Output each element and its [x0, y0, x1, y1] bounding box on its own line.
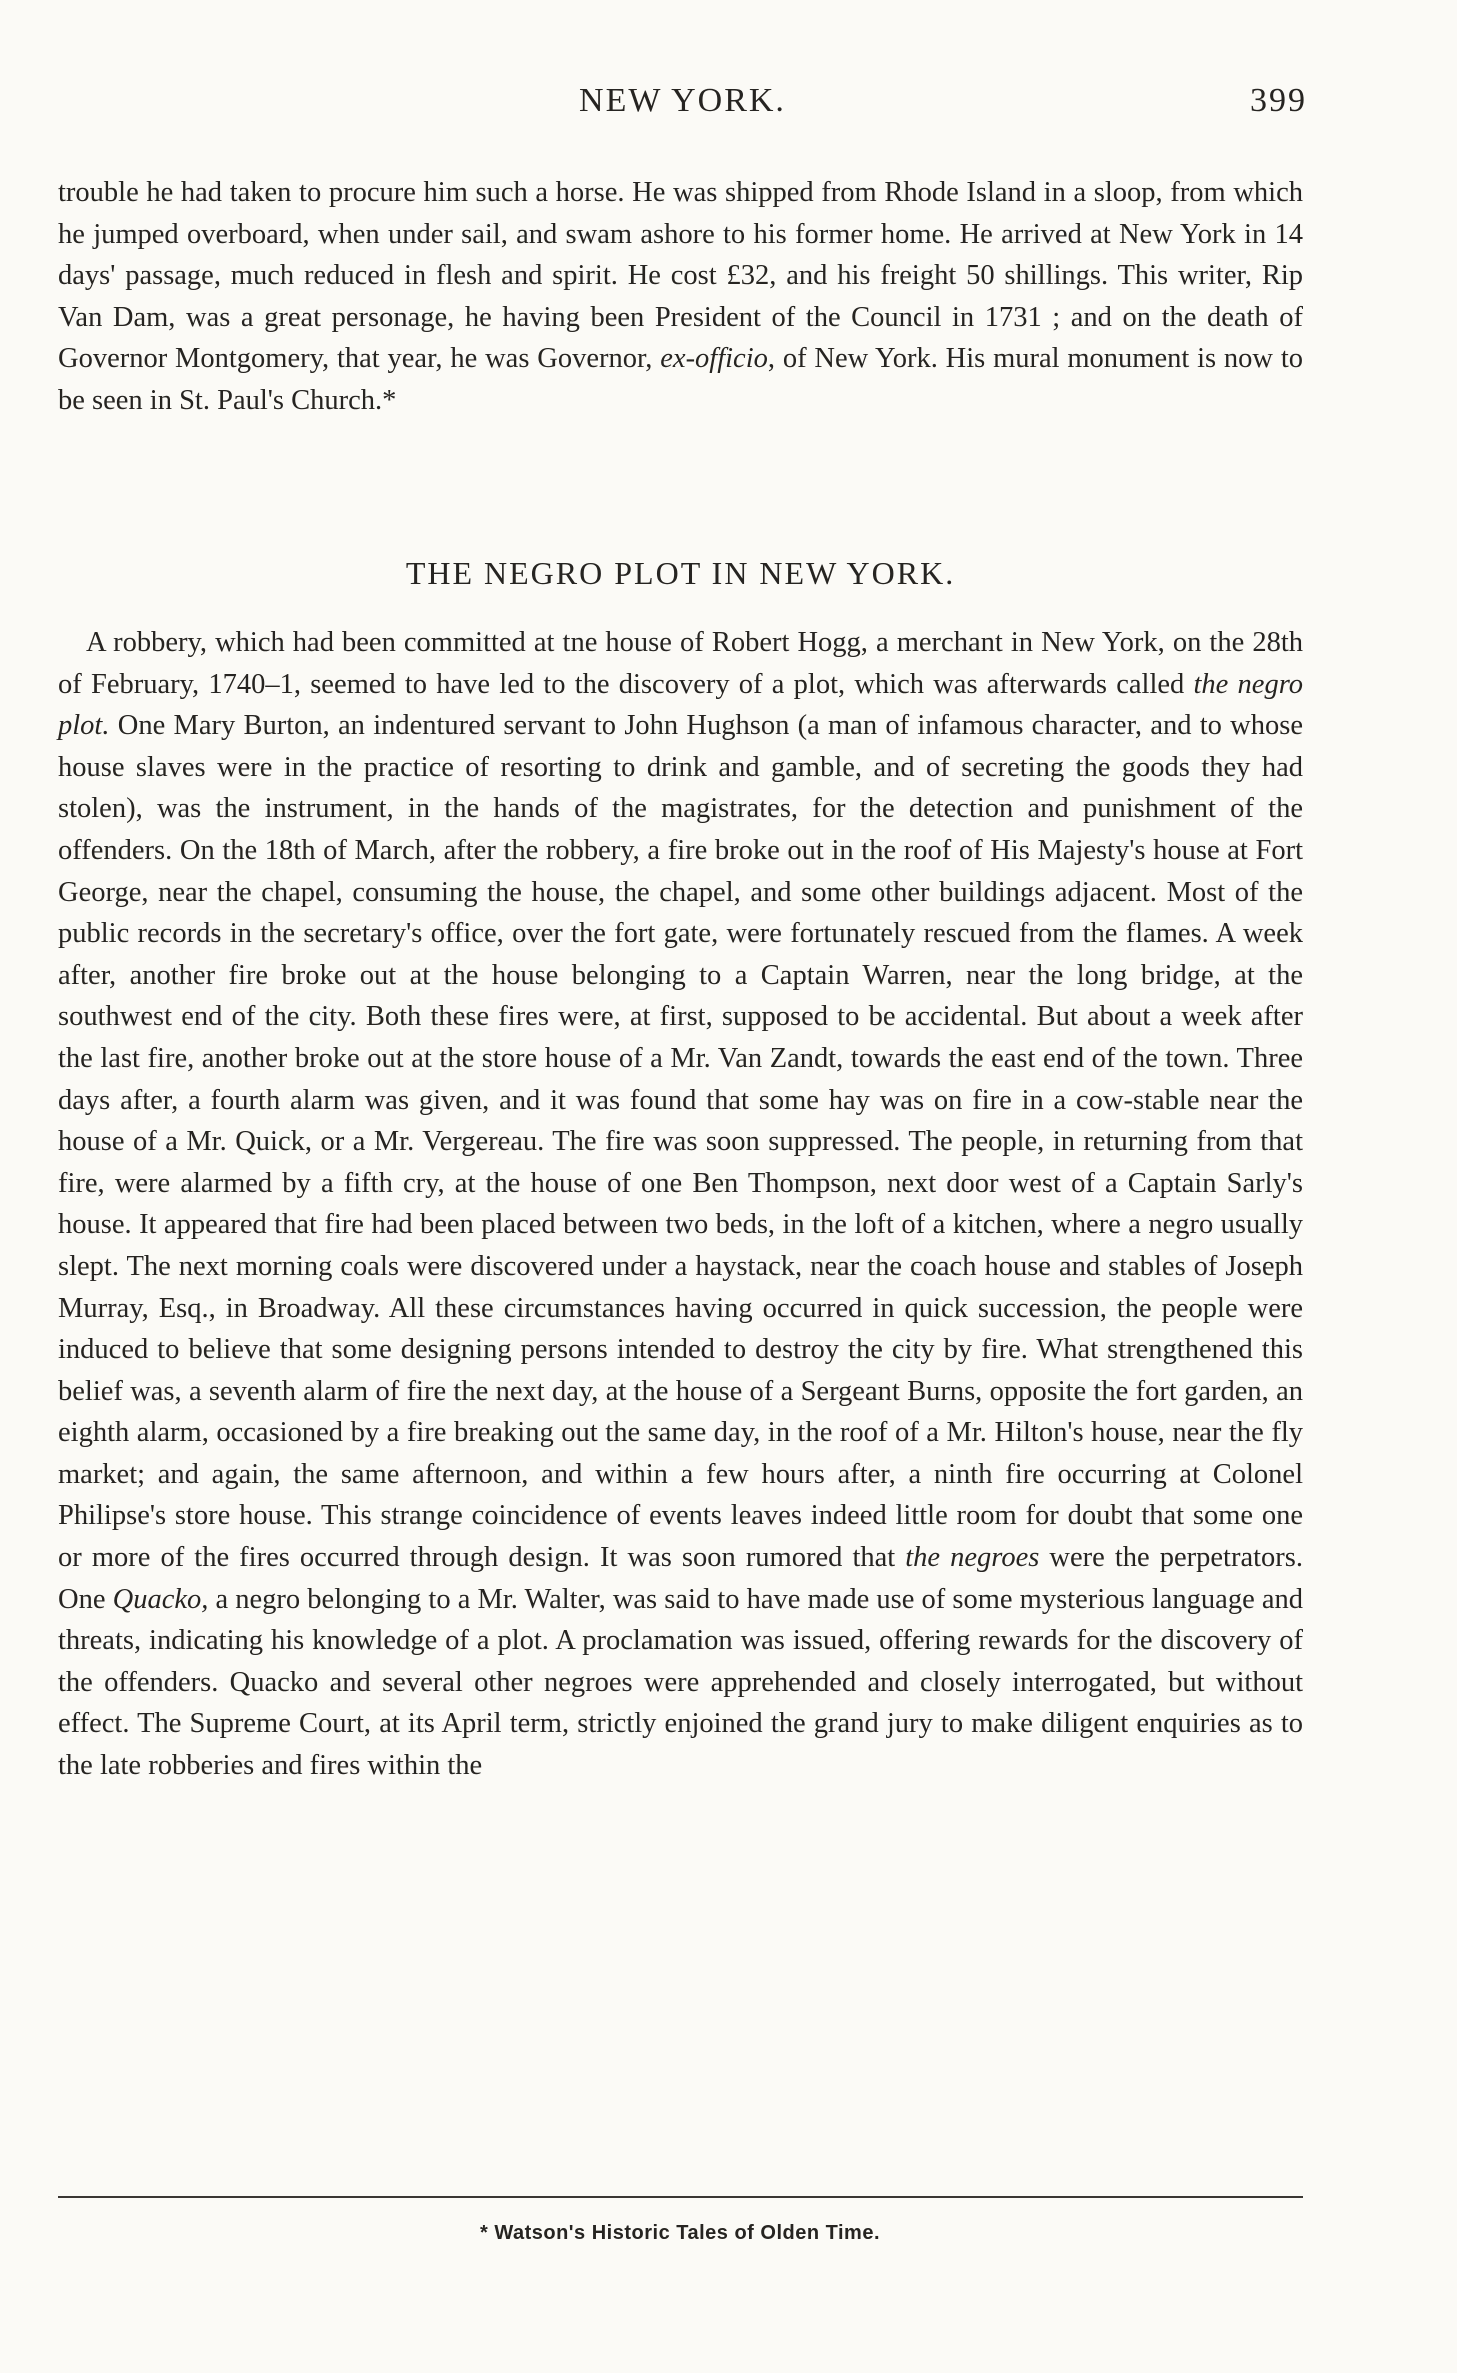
italic-quacko: Quacko,	[112, 1583, 209, 1615]
italic-negro-plot: the negro plot.	[58, 668, 1303, 742]
intro-paragraph	[58, 172, 1303, 422]
section-text-4: a negro belonging to a Mr. Walter, was said to have made use of some mysterious language and threats, indicating his knowledge of a plot. A proclamation was issued, offering rewards for the discovery of the offenders. Quacko and several other negroes were apprehended and closely interrogated, but without effect. The Supreme Court, at its April term, strictly enjoined the grand jury to make diligent enquiries as to the late robberies and fires within the	[58, 1583, 1303, 1782]
running-head	[58, 82, 1307, 132]
section-text-3: were the perpetrators. One	[58, 1542, 1303, 1615]
section-heading: THE NEGRO PLOT IN NEW YORK.	[405, 555, 956, 591]
section-paragraph	[58, 622, 1303, 1787]
intro-text-2: , of New York. His mural monument is now to be seen in St. Paul's Church.*	[58, 343, 1304, 416]
intro-italic-ex-officio: ex-officio	[660, 343, 768, 375]
page-header-title: NEW YORK.	[579, 82, 786, 119]
section-text-2: One Mary Burton, an indentured servant to John Hughson (a man of infamous character, and to whose house slaves were in the practice of resorting to drink and gamble, and of secreting the goods they had stolen), was the instrument, in the hands of the magistrates, for the detection and punishment of the offenders. On the 18th of March, after the robbery, a fire broke out in the roof of His Majesty's house at Fort George, near the chapel, consuming the house, the chapel, and some other buildings adjacent. Most of the public records in the secretary's office, over the fort gate, were fortunately rescued from the flames. A week after, another fire broke out at the house belonging to a Captain Warren, near the long bridge, at the southwest end of the city. Both these fires were, at first, supposed to be accidental. But about a week after the last fire, another broke out at the store house of a Mr. Van Zandt, towards the east end of the town. Three days after, a fourth alarm was given, and it was found that some hay was on fire in a cow-stable near the house of a Mr. Quick, or a Mr. Vergereau. The fire was soon suppressed. The people, in returning from that fire, were alarmed by a fifth cry, at the house of one Ben Thompson, next door west of a Captain Sarly's house. It appeared that fire had been placed between two beds, in the loft of a kitchen, where a negro usually slept. The next morning coals were discovered under a haystack, near the coach house and stables of Joseph Murray, Esq., in Broadway. All these circumstances having occurred in quick succession, the people were induced to believe that some designing persons intended to destroy the city by fire. What strengthened this belief was, a seventh alarm of fire the next day, at the house of a Sergeant Burns, opposite the fort garden, an eighth alarm, occasioned by a fire breaking out the same day, in the roof of a Mr. Hilton's house, near the fly market; and again, the same afternoon, and within a few hours after, a ninth fire occurring at Colonel Philipse's store house. This strange coincidence of events leaves indeed little room for doubt that some one or more of the fires occurred through design. It was soon rumored that	[58, 710, 1303, 1574]
italic-the-negroes: the negroes	[905, 1542, 1040, 1574]
section-text-1: A robbery, which had been committed at tne house of Robert Hogg, a merchant in New York, on the 28th of February, 1740–1, seemed to have led to the discovery of a plot, which was afterwards called	[58, 627, 1303, 700]
intro-text-1: trouble he had taken to procure him such a horse. He was shipped from Rhode Island in a sloop, from which he jumped overboard, when under sail, and swam ashore to his former home. He arrived at New York in 14 days' passage, much reduced in flesh and spirit. He cost £32, and his freight 50 shillings. This writer, Rip Van Dam, was a great personage, he having been President of the Council in 1731 ; and on the death of Governor Montgomery, that year, he was Governor,	[58, 177, 1303, 375]
page-number: 399	[1250, 82, 1307, 119]
footnote: * Watson's Historic Tales of Olden Time.	[479, 2222, 881, 2244]
footnote-rule	[58, 2196, 1303, 2198]
